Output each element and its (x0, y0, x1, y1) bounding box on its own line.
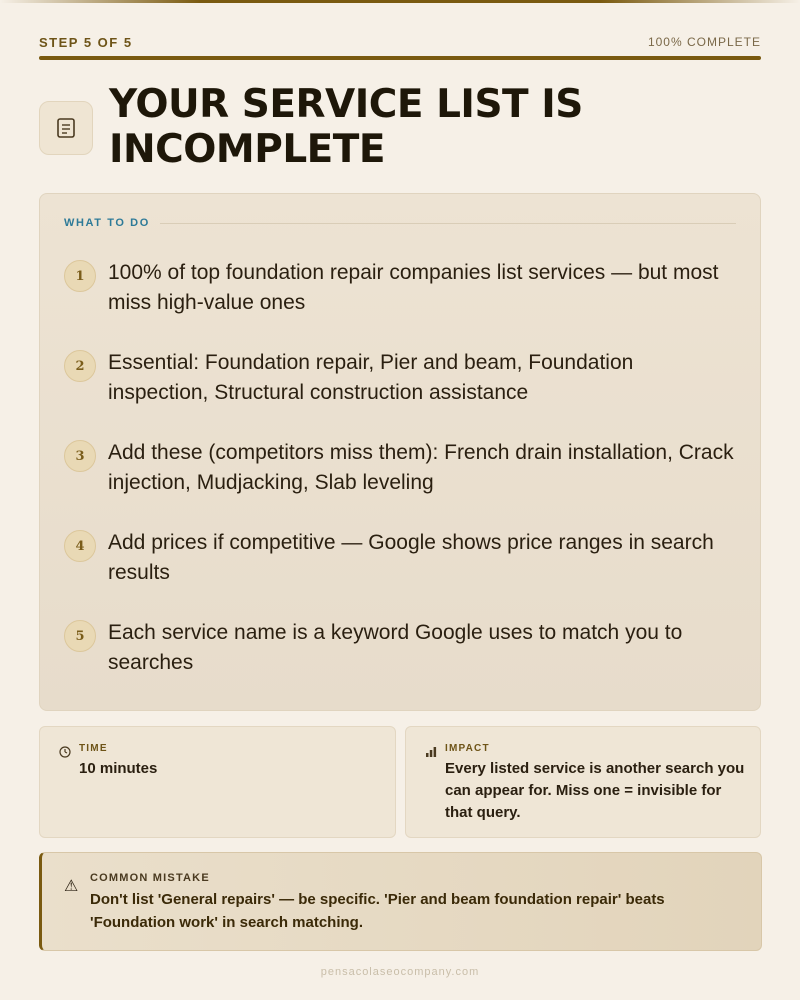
action-item (64, 528, 736, 618)
step-number-badge: 5 (64, 620, 96, 652)
progress-bar-fill (39, 56, 761, 60)
common-mistake-text: Don't list 'General repairs' — be specific. 'Pier and beam foundation repair' beats 'Foundation work' in search matching. (90, 891, 665, 931)
action-item (64, 348, 736, 438)
clock-icon (59, 746, 71, 761)
completion-label: 100% COMPLETE (647, 35, 761, 49)
clock-icon-glyph (59, 746, 71, 758)
what-to-do-label: WHAT TO DO (64, 217, 150, 229)
title-row (39, 80, 761, 180)
action-list (64, 258, 736, 708)
chart-icon (425, 746, 437, 761)
time-value: 10 minutes (79, 760, 158, 777)
action-item-text: Add these (competitors miss them): French drain installation, Crack injection, Mudjacking, Slab leveling (108, 441, 734, 494)
progress-header (39, 32, 761, 52)
step-number-badge: 4 (64, 530, 96, 562)
action-item-text: Each service name is a keyword Google uses to match you to searches (108, 621, 683, 674)
action-item (64, 618, 736, 708)
step-number-badge: 1 (64, 260, 96, 292)
action-item (64, 258, 736, 348)
top-accent-line (0, 0, 800, 3)
progress-bar (39, 56, 761, 60)
chart-icon-glyph (425, 746, 437, 758)
checklist-icon (39, 101, 93, 155)
action-item-text: Add prices if competitive — Google shows price ranges in search results (108, 531, 714, 584)
footer-domain: pensacolaseocompany.com (320, 966, 480, 978)
impact-card (405, 726, 761, 838)
time-label: TIME (79, 743, 108, 754)
action-item-text: Essential: Foundation repair, Pier and beam, Foundation inspection, Structural construction assistance (108, 351, 634, 404)
common-mistake-callout (39, 852, 762, 951)
section-divider (160, 223, 736, 224)
what-to-do-card (39, 193, 761, 711)
impact-label: IMPACT (445, 743, 490, 754)
step-number-badge: 3 (64, 440, 96, 472)
page-title: YOUR SERVICE LIST IS INCOMPLETE (109, 82, 583, 172)
time-card (39, 726, 396, 838)
action-item-text: 100% of top foundation repair companies list services — but most miss high-value ones (108, 261, 719, 314)
step-label: STEP 5 OF 5 (39, 34, 133, 50)
impact-value: Every listed service is another search you can appear for. Miss one = invisible for that query. (445, 760, 745, 821)
checklist-icon-glyph (55, 117, 77, 139)
warning-icon: ⚠ (64, 878, 79, 895)
step-number-badge: 2 (64, 350, 96, 382)
common-mistake-label: COMMON MISTAKE (90, 872, 210, 884)
what-to-do-header (64, 216, 736, 230)
action-item (64, 438, 736, 528)
